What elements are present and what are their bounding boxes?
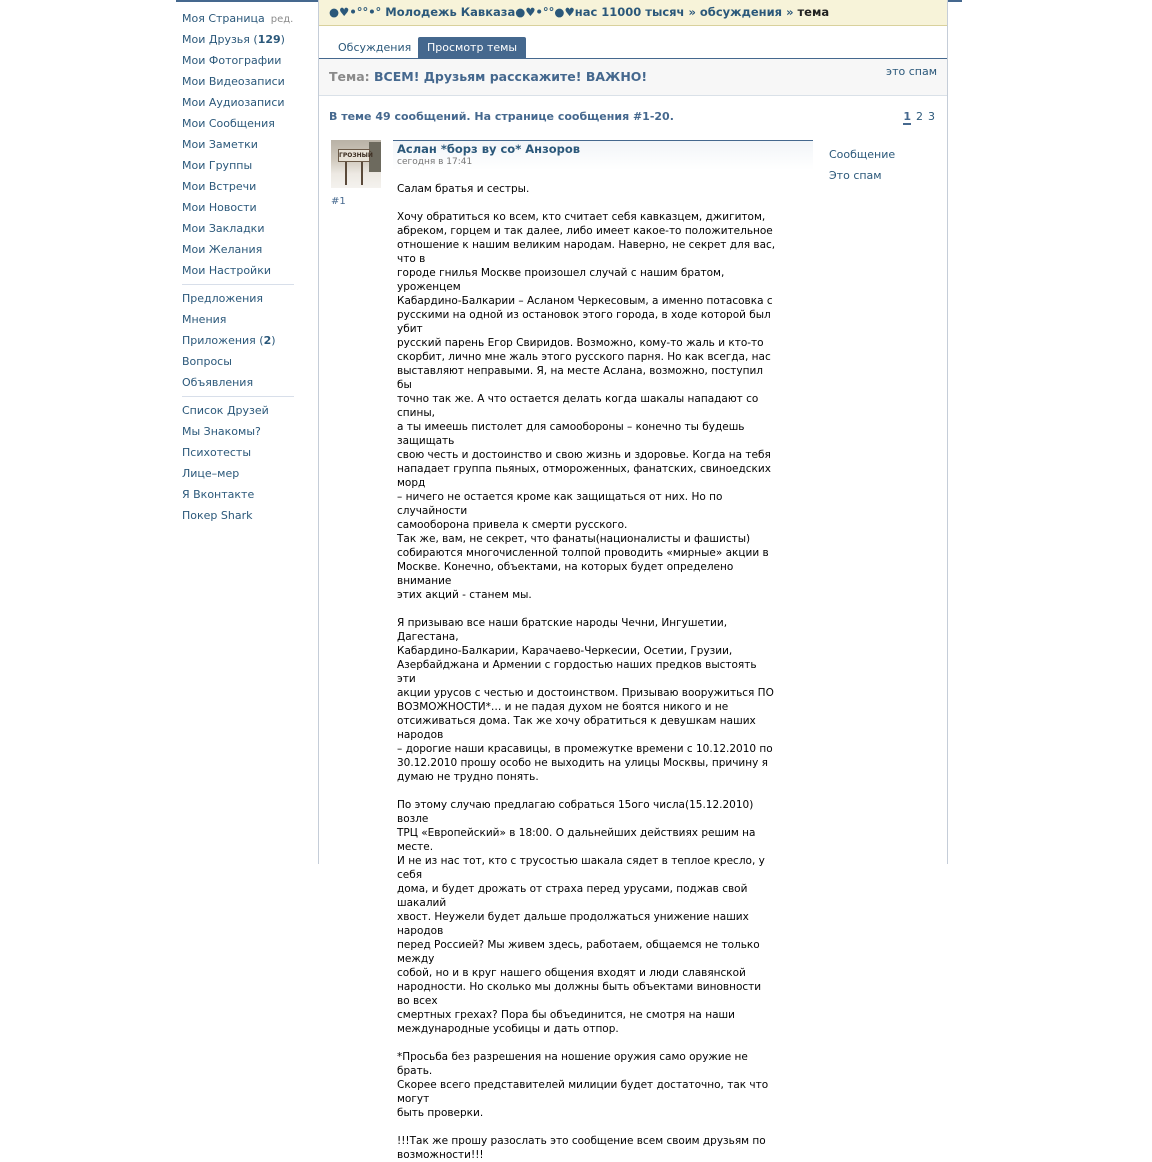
post-header [393,140,813,170]
nav-my-news[interactable]: Мои Новости [182,201,257,214]
nav-my-page[interactable] [176,8,304,29]
nav-offers[interactable]: Предложения [182,292,264,305]
post-number: #1 [331,196,346,207]
friends-count: 129 [257,33,281,46]
nav-face-meter[interactable]: Лице–мер [182,467,240,480]
nav-my-wishes[interactable]: Мои Желания [182,243,263,256]
avatar-sign: ГРОЗНЫЙ [338,149,370,162]
nav-item-label: Приложения [182,334,256,347]
nav-my-messages[interactable]: Мои Сообщения [182,117,275,130]
nav-my-events[interactable]: Мои Встречи [182,180,257,193]
post-spam-link[interactable]: Это спам [829,169,882,182]
apps-count: 2 [263,334,272,347]
post-text: Салам братья и сестры. Хочу обратиться ко всем, кто считает себя кавказцем, джигитом, абреком, горцем и так далее, либо имеет какое-то положительное отношение к нашим великим народам. Наверно, не секрет для вас, что в городе гнилья Москве произошел случай с нашим братом, уроженцем Кабардино-Балкарии – Асланом Черкесовым, а именно потасовка с русскими на одной из остановок этого города, в ходе которой был убит русский парень Егор Свиридов. Возможно, кому-то жаль и кто-то скорбит, лично мне жаль этого русского парня. Но как всегда, нас выставляют неправыми. Я, на месте Аслана, возможно, поступил бы точно так же. А что остается делать когда шакалы нападают со спины, а ты имеешь пистолет для самообороны – конечно ты будешь защищать свою честь и достоинство и свою жизнь и здоровье. Когда на тебя нападает группа пьяных, отмороженных, фанатских, свиноедских морд – ничего не остается кроме как защищаться от них. Но по случайности самооборона привела к смерти русского. Так же, вам, не секрет, что фанаты(националисты и фашисты) собираются многочисленной толпой проводить «мирные» акции в Москве. Конечно, объектами, на которых будет определено внимание этих акций - станем мы. Я призываю все наши братские народы Чечни, Ингушетии, Дагестана, Кабардино-Балкарии, Карачаево-Черкесии, Осетии, Грузии, Азербайджана и Армении с гордостью наших предков выстоять эти акции урусов с честью и достоинством. Призываю вооружиться ПО ВОЗМОЖНОСТИ*… и не падая духом не боятся никого и не отсиживаться дома. Так же хочу обратиться к девушкам наших народов – дорогие наши красавицы, в промежутке времени с 10.12.2010 по 30.12.2010 прошу особо не выходить на улицы Москвы, причину я думаю не трудно понять. По этому случаю предлагаю собраться 15ого числа(15.12.2010) возле ТРЦ «Европейский» в 18:00. О дальнейших действиях решим на месте. И не из нас тот, кто с трусостью шакала сядет в теплое кресло, у себя дома, и будет дрожать от страха перед урусами, поджав свой шакалий хвост. Неужели будет дальше продолжаться унижение наших народов перед Россией? Мы живем здесь, работаем, общаемся не только между собой, но и в круг нашего общения входят и люди славянской народности. Но сколько мы должны быть объектами виновности во всех смертных грехах? Пора бы объединится, не смотря на наши международные усобицы и дать отпор. *Просьба без разрешения на ношение оружия само оружие не брать. Скорее всего представителей милиции будет достаточно, так что могут быть проверки. !!!Так же прошу разослать это сообщение всем своим друзьям по возможности!!! [397,183,776,1161]
post-actions [829,144,895,186]
page-1[interactable]: 1 [903,110,911,123]
breadcrumb-separator: » [782,5,798,19]
avatar-pole [361,161,363,185]
nav-questions[interactable]: Вопросы [182,355,232,368]
page-2[interactable]: 2 [916,110,923,123]
left-nav [176,8,304,526]
pagination [898,96,935,138]
post-time: сегодня в 17:41 [397,157,473,167]
nav-my-notes[interactable]: Мои Заметки [182,138,258,151]
nav-my-bookmarks[interactable]: Мои Закладки [182,222,265,235]
topic-summary [319,96,947,136]
nav-apps[interactable]: Приложения (2) [182,334,276,347]
nav-do-we-know[interactable]: Мы Знакомы? [182,425,261,438]
breadcrumb [319,0,947,26]
nav-opinions[interactable]: Мнения [182,313,227,326]
summary-text: В теме 49 сообщений. На странице сообщения #1-20. [329,110,674,123]
nav-my-settings[interactable]: Мои Настройки [182,264,271,277]
nav-divider [182,396,294,397]
post-author-link[interactable]: Аслан *борз ву со* Анзоров [397,142,581,156]
tab-view-topic[interactable]: Просмотр темы [418,37,526,58]
nav-ads[interactable]: Объявления [182,376,254,389]
breadcrumb-discussions-link[interactable]: обсуждения [699,5,783,19]
breadcrumb-current: тема [797,5,830,19]
breadcrumb-separator: » [684,5,700,19]
nav-my-videos[interactable]: Мои Видеозаписи [182,75,285,88]
topic-spam-link[interactable]: это спам [886,65,937,78]
tab-bar [319,26,947,59]
nav-divider [182,284,294,285]
tab-discussions[interactable]: Обсуждения [338,41,412,54]
nav-item-label: Мои Друзья [182,33,250,46]
topic-label: Тема: [329,69,370,84]
nav-friends-list[interactable]: Список Друзей [182,404,269,417]
topic-title: ВСЕМ! Друзьям расскажите! ВАЖНО! [374,69,648,84]
nav-my-photos[interactable]: Мои Фотографии [182,54,282,67]
nav-my-friends[interactable]: Мои Друзья (129) [182,33,285,46]
nav-poker-shark[interactable]: Покер Shark [182,509,253,522]
nav-my-groups[interactable]: Мои Группы [182,159,253,172]
nav-i-vkontakte[interactable]: Я Вконтакте [182,488,255,501]
post-body [393,140,813,1162]
avatar-pole [345,161,347,185]
avatar[interactable] [331,140,381,188]
topic-header [319,59,947,96]
main-content [318,0,948,1161]
breadcrumb-group-link[interactable]: ●♥•°°•° Молодежь Кавказа●♥•°°●♥нас 11000 тысяч [329,5,685,19]
nav-my-page-label: Моя Страница [182,12,265,25]
post-message-link[interactable]: Сообщение [829,148,896,161]
nav-my-audio[interactable]: Мои Аудиозаписи [182,96,285,109]
nav-psychotests[interactable]: Психотесты [182,446,252,459]
page-3[interactable]: 3 [928,110,935,123]
nav-edit-link[interactable]: ред. [270,14,294,25]
